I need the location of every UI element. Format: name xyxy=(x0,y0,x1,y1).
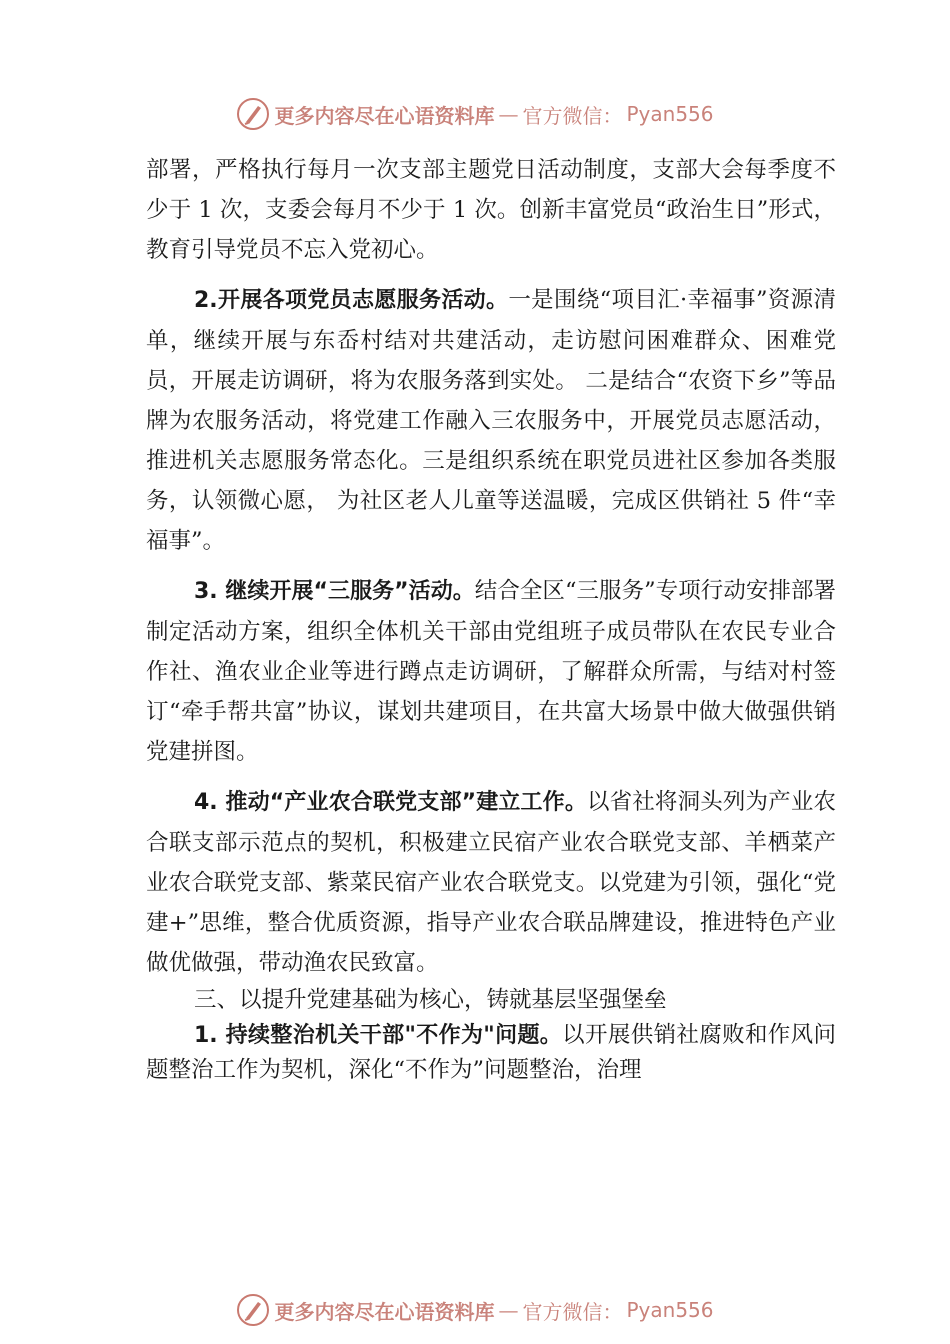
paragraph-text: 以开展供销社腐败和作风问题整治工作为契机，深化“不作为”问题整治，治理 xyxy=(146,1022,836,1083)
paragraph-heading: 3. 继续开展“三服务”活动。 xyxy=(194,579,475,604)
watermark-separator: — xyxy=(498,102,519,126)
watermark-wechat-id: Pyan556 xyxy=(626,1298,714,1322)
paragraph-rectify-inaction xyxy=(146,1018,836,1088)
watermark-brand: 更多内容尽在心语资料库 xyxy=(274,1299,495,1324)
watermark-separator: — xyxy=(498,1298,519,1322)
paragraph-volunteer-service xyxy=(146,280,836,561)
section-title: 三、以提升党建基础为核心，铸就基层坚强堡垒 xyxy=(194,987,667,1013)
paragraph-text: 部署，严格执行每月一次支部主题党日活动制度，支部大会每季度不少于 1 次，支委会每月不少于 1 次。创新丰富党员“政治生日”形式，教育引导党员不忘入党初心。 xyxy=(146,157,836,263)
paragraph-heading: 1. 持续整治机关干部"不作为"问题。 xyxy=(194,1023,563,1048)
paragraph-heading: 4. 推动“产业农合联党支部”建立工作。 xyxy=(194,790,587,815)
paragraph-industry-branch xyxy=(146,782,836,983)
quill-pen-logo-icon xyxy=(236,97,270,131)
paragraph-text: 结合全区“三服务”专项行动安排部署制定活动方案，组织全体机关干部由党组班子成员带队在农民专业合作社、渔农业企业等进行蹲点走访调研，了解群众所需，与结对村签订“牵手帮共富”协议，谋划共建项目，在共富大场景中做大做强供销党建拼图。 xyxy=(146,578,836,765)
quill-pen-logo-icon xyxy=(236,1293,270,1327)
watermark-footer xyxy=(0,1290,950,1330)
watermark-brand: 更多内容尽在心语资料库 xyxy=(274,103,495,128)
document-body xyxy=(146,150,836,1088)
watermark-label: 官方微信： xyxy=(522,1299,623,1324)
paragraph-text: 以省社将洞头列为产业农合联支部示范点的契机，积极建立民宿产业农合联党支部、羊栖菜产业农合联党支部、紫菜民宿产业农合联党支。以党建为引领，强化“党建+”思维，整合优质资源，指导产业农合联品牌建设，推进特色产业做优做强，带动渔农民致富。 xyxy=(146,789,836,976)
paragraph-continuation xyxy=(146,150,836,270)
section-heading xyxy=(146,983,836,1018)
watermark-header xyxy=(0,94,950,134)
paragraph-three-services xyxy=(146,571,836,772)
paragraph-heading: 2.开展各项党员志愿服务活动。 xyxy=(194,288,509,313)
paragraph-text: 一是围绕“项目汇·幸福事”资源清单，继续开展与东岙村结对共建活动，走访慰问困难群众、困难党员，开展走访调研，将为农服务落到实处。 二是结合“农资下乡”等品牌为农服务活动，将党建工作融入三农服务中，开展党员志愿活动，推进机关志愿服务常态化。三是组织系统在职党员进社区参加各类服务，认领微心愿， 为社区老人儿童等送温暖，完成区供销社 5 件“幸福事”。 xyxy=(146,287,836,554)
watermark-label: 官方微信： xyxy=(522,103,623,128)
watermark-wechat-id: Pyan556 xyxy=(626,102,714,126)
